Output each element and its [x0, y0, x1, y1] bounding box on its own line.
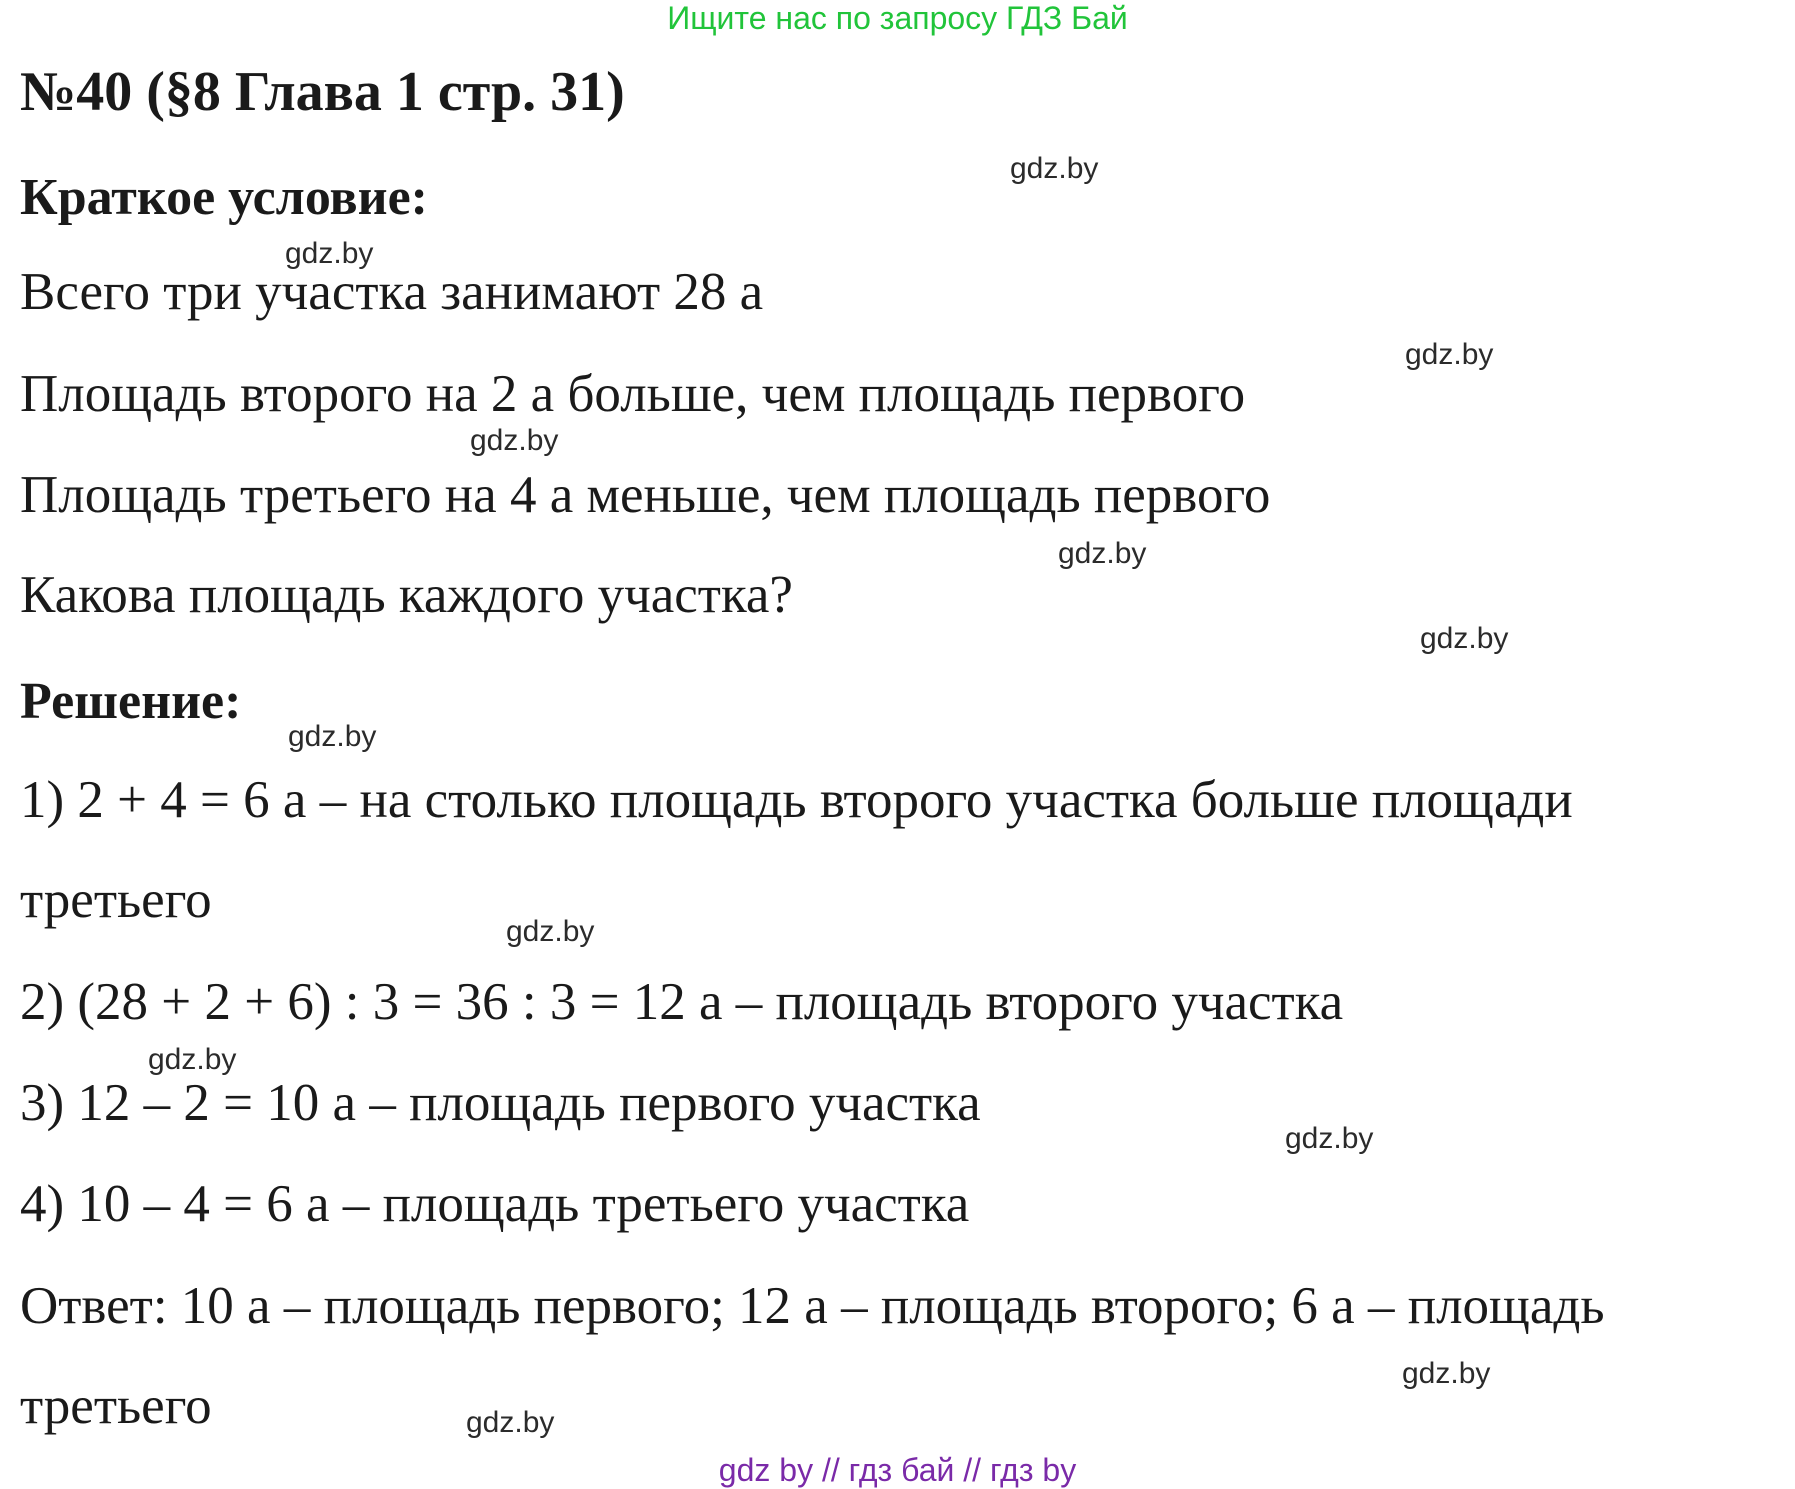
condition-heading: Краткое условие:	[20, 169, 428, 226]
watermark: gdz.by	[1285, 1122, 1374, 1155]
search-banner: Ищите нас по запросу ГДЗ Бай	[667, 0, 1128, 36]
condition-line-4: Какова площадь каждого участка?	[20, 566, 793, 624]
solution-line-3: 3) 12 – 2 = 10 а – площадь первого участка	[20, 1074, 981, 1132]
watermark: gdz.by	[466, 1406, 555, 1439]
answer-line-2: третьего	[20, 1377, 212, 1435]
answer-line-1: Ответ: 10 а – площадь первого; 12 а – площадь второго; 6 а – площадь	[20, 1277, 1605, 1335]
watermark: gdz.by	[288, 720, 377, 753]
watermark: gdz.by	[148, 1043, 237, 1076]
condition-line-2: Площадь второго на 2 а больше, чем площадь первого	[20, 365, 1246, 423]
solution-line-1-cont: третьего	[20, 871, 212, 929]
watermark: gdz.by	[1402, 1357, 1491, 1390]
watermark: gdz.by	[1010, 152, 1099, 185]
solution-heading: Решение:	[20, 673, 242, 730]
watermark: gdz.by	[285, 237, 374, 270]
watermark: gdz.by	[1405, 338, 1494, 371]
page-title: №40 (§8 Глава 1 стр. 31)	[20, 61, 625, 123]
condition-line-1: Всего три участка занимают 28 а	[20, 263, 764, 321]
condition-line-3: Площадь третьего на 4 а меньше, чем площадь первого	[20, 466, 1271, 524]
watermark: gdz.by	[1420, 622, 1509, 655]
watermark: gdz.by	[470, 424, 559, 457]
watermark: gdz.by	[506, 915, 595, 948]
watermark: gdz.by	[1058, 537, 1147, 570]
solution-line-4: 4) 10 – 4 = 6 а – площадь третьего участка	[20, 1175, 970, 1233]
solution-line-1: 1) 2 + 4 = 6 а – на столько площадь второго участка больше площади	[20, 771, 1573, 829]
solution-line-2: 2) (28 + 2 + 6) : 3 = 36 : 3 = 12 а – площадь второго участка	[20, 973, 1344, 1031]
footer-links: gdz by // гдз бай // гдз by	[718, 1452, 1077, 1488]
